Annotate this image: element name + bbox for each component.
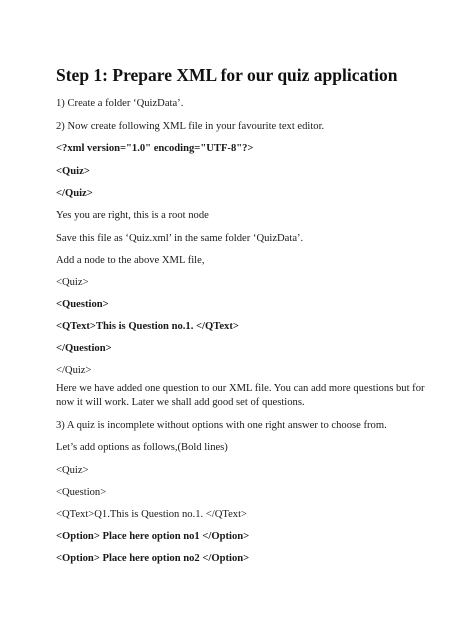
quiz-close-tag-plain: </Quiz> — [56, 365, 92, 376]
quiz-open-tag-2: <Quiz> — [56, 465, 89, 476]
option-line-2: <Option> Place here option no2 </Option> — [56, 553, 250, 564]
option-line-1: <Option> Place here option no1 </Option> — [56, 531, 250, 542]
step2-text: 2) Now create following XML file in your favourite text editor. — [56, 121, 325, 132]
qtext-line: <QText>This is Question no.1. </QText> — [56, 321, 239, 332]
add-node-note: Add a node to the above XML file, — [56, 255, 205, 266]
root-node-note: Yes you are right, this is a root node — [56, 210, 209, 221]
step1-text: 1) Create a folder ‘QuizData’. — [56, 98, 184, 109]
page-title: Step 1: Prepare XML for our quiz application — [56, 65, 398, 85]
question-close-tag: </Question> — [56, 343, 112, 354]
quiz-open-tag: <Quiz> — [56, 166, 90, 177]
quiz-open-tag-plain: <Quiz> — [56, 277, 89, 288]
xml-declaration: <?xml version="1.0" encoding="UTF-8"?> — [56, 143, 254, 154]
options-intro: Let’s add options as follows,(Bold lines) — [56, 442, 228, 453]
qtext-line-2: <QText>Q1.This is Question no.1. </QText> — [56, 509, 248, 520]
step3-text: 3) A quiz is incomplete without options with one right answer to choose from. — [56, 420, 387, 431]
save-file-note: Save this file as ‘Quiz.xml’ in the same folder ‘QuizData’. — [56, 233, 304, 244]
question-open-tag: <Question> — [56, 299, 109, 310]
question-open-tag-2: <Question> — [56, 487, 107, 498]
added-question-paragraph: Here we have added one question to our XML file. You can add more questions but for now it will work. Later we shall add good set of questions. — [56, 383, 425, 408]
quiz-close-tag: </Quiz> — [56, 188, 93, 199]
